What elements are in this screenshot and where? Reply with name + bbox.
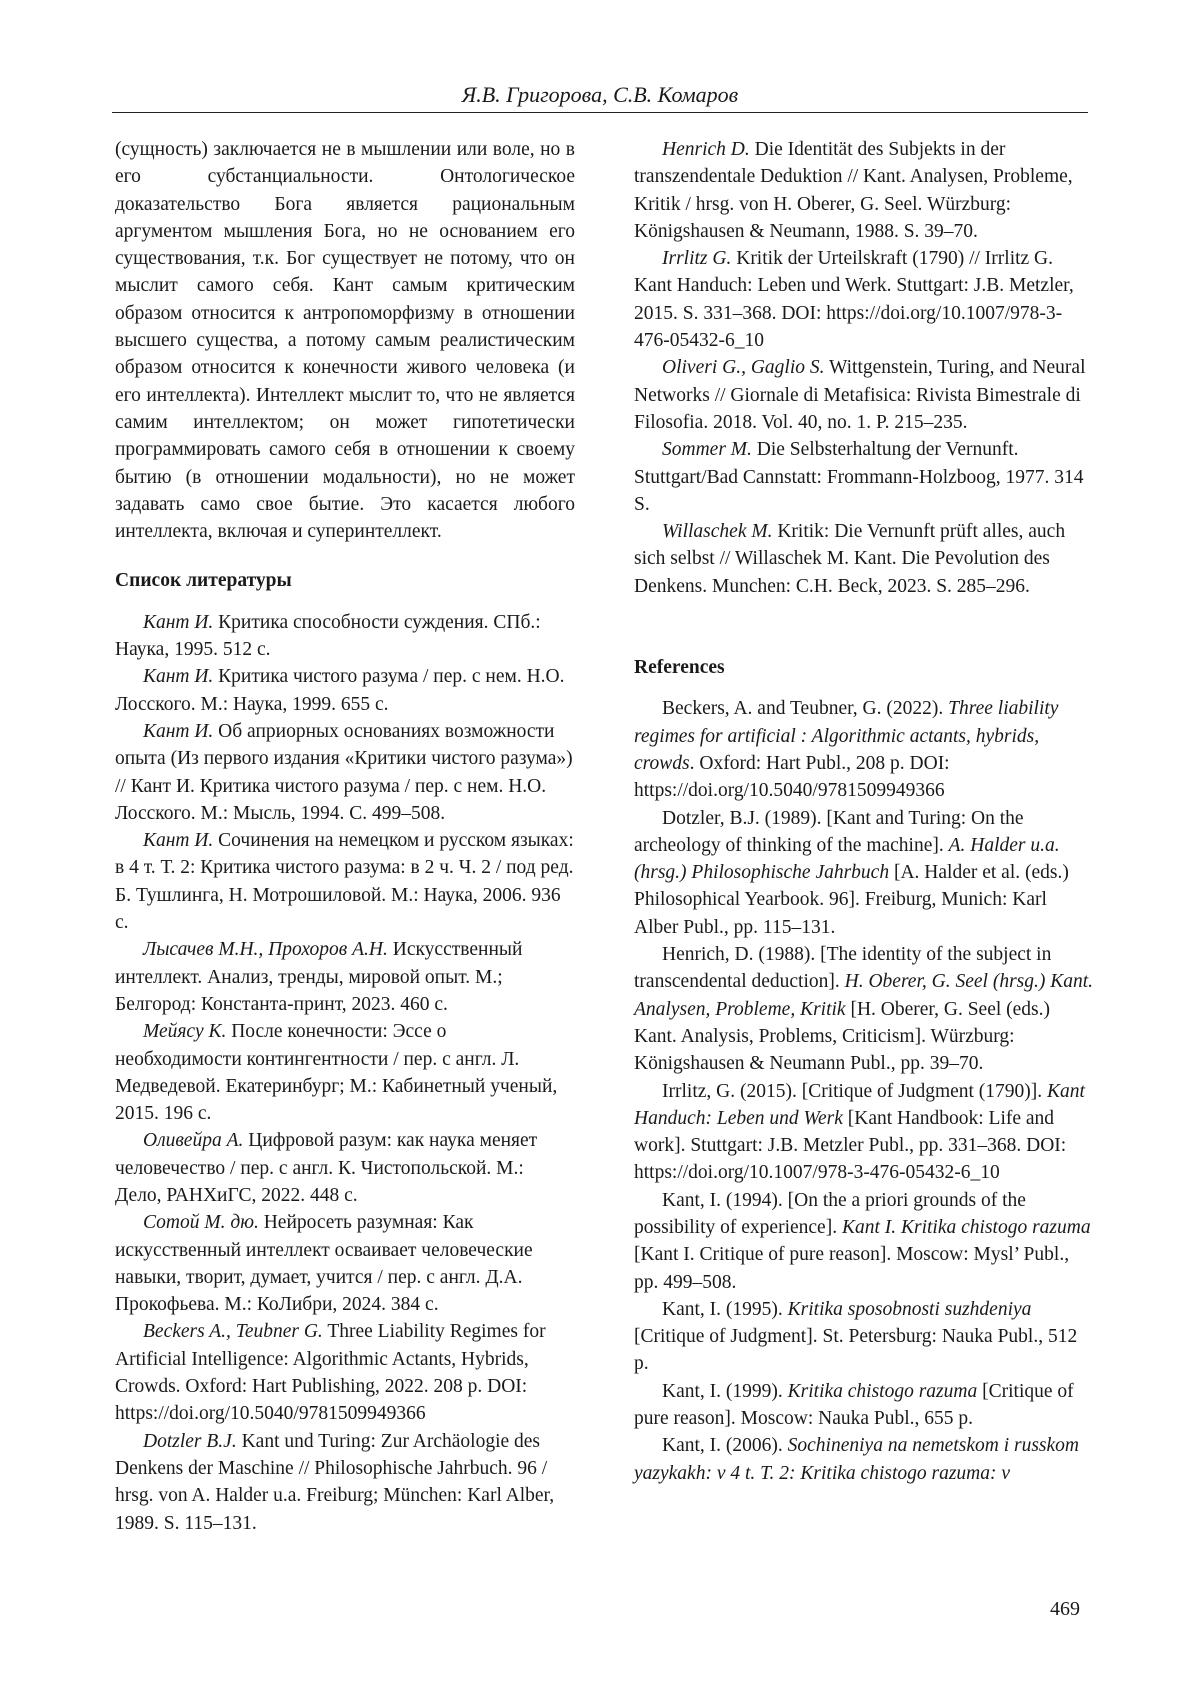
reference-text: Kant, I. (1999). — [662, 1381, 788, 1402]
reference-text: Kant, I. (1994). [On the a priori grounds of the possibility of experience]. — [634, 1190, 1026, 1238]
right-column — [634, 136, 1094, 1487]
reference-entry — [634, 245, 1094, 354]
reference-text: Критика чистого разума / пер. с нем. Н.О. Лосского. М.: Наука, 1999. 655 с. — [115, 666, 565, 714]
reference-entry — [115, 1318, 575, 1427]
reference-text: Die Selbsterhaltung der Vernunft. Stuttgart/Bad Cannstatt: Frommann-Holzboog, 1977. 314 S. — [634, 439, 1084, 515]
reference-text: Die Identität des Subjekts in der transzendentale Deduktion // Kant. Analysen, Probleme, Kritik / hrsg. von H. Oberer, G. Seel. Würzburg: Königshausen & Neumann, 1988. S. 39–70. — [634, 139, 1073, 242]
reference-text: [Critique of Judgment]. St. Petersburg: Nauka Publ., 512 p. — [634, 1326, 1077, 1374]
reference-entry — [634, 136, 1094, 245]
reference-entry — [634, 1432, 1094, 1487]
reference-text: [Kant Handbook: Life and work]. Stuttgart: J.B. Metzler Publ., pp. 331–368. DOI: https://doi.org/10.1007/978-3-476-05432-6_10 — [634, 1108, 1066, 1184]
reference-text: Dotzler, B.J. (1989). [Kant and Turing: On the archeology of thinking of the machine]. — [634, 808, 1024, 856]
reference-text: Критика способности суждения. СПб.: Наука, 1995. 512 с. — [115, 612, 541, 660]
reference-text: [H. Oberer, G. Seel (eds.) Kant. Analysis, Problems, Criticism]. Würzburg: Königshausen & Neumann Publ., pp. 39–70. — [634, 999, 1050, 1075]
reference-author: Кант И. — [143, 830, 213, 851]
reference-text: Сочинения на немецком и русском языках: в 4 т. Т. 2: Критика чистого разума: в 2 ч. Ч. 2 / под ред. Б. Тушлинга, Н. Мотрошиловой. М.: Наука, 2006. 936 с. — [115, 830, 574, 933]
reference-author: Beckers A., Teubner G. — [143, 1321, 323, 1342]
page-number: 469 — [1050, 1598, 1080, 1621]
reference-title: Kritika chistogo razuma — [788, 1381, 978, 1402]
references-list — [634, 695, 1094, 1487]
reference-author: Мейясу К. — [143, 1021, 226, 1042]
reference-entry — [115, 1428, 575, 1537]
reference-entry — [115, 609, 575, 664]
reference-text: [Critique of pure reason]. Moscow: Nauka Publ., 655 p. — [634, 1381, 1074, 1429]
references-heading: References — [634, 654, 1094, 681]
reference-title: Three liability regimes for artificial : Algorithmic actants, hybrids, crowds — [634, 698, 1058, 774]
running-header — [112, 78, 1088, 113]
running-title: Я.В. Григорова, С.В. Комаров — [462, 82, 738, 107]
reference-text: Kritik: Die Vernunft prüft alles, auch sich selbst // Willaschek M. Kant. Die Pevolution des Denkens. Munchen: C.H. Beck, 2023. S. 285–296. — [634, 521, 1065, 597]
reference-entry — [634, 1078, 1094, 1187]
reference-text: Wittgenstein, Turing, and Neural Networks // Giornale di Metafisica: Rivista Bimestrale di Filosofia. 2018. Vol. 40, no. 1. P. 215–235. — [634, 357, 1086, 433]
reference-text: [Kant I. Critique of pure reason]. Moscow: Mysl’ Publ., pp. 499–508. — [634, 1244, 1069, 1292]
reference-title: Kant Handuch: Leben und Werk — [634, 1081, 1085, 1129]
reference-entry — [634, 1187, 1094, 1296]
bibliography-list-continued — [634, 136, 1094, 600]
reference-entry — [115, 663, 575, 718]
reference-author: Dotzler B.J. — [143, 1431, 237, 1452]
reference-entry — [634, 1378, 1094, 1433]
reference-entry — [115, 1018, 575, 1127]
reference-author: Oliveri G., Gaglio S. — [662, 357, 824, 378]
body-paragraph: (сущность) заключается не в мышлении или воле, но в его субстанциальности. Онтологическое доказательство Бога является рациональным аргументом мышления Бога, но не основанием его существования, т.к. Бог существует не потому, что он мыслит самого себя. Кант самым критическим образом относится к антропоморфизму в отношении высшего существа, а потому самым реалистическим образом относится к конечности живого человека (и его интеллекта). Интеллект мыслит то, что не является самим интеллектом; он может гипотетически программировать самого себя в отношении к своему бытию (в отношении модальности), но не может задавать само свое бытие. Это касается любого интеллекта, включая и суперинтеллект. — [115, 136, 575, 545]
reference-entry — [634, 941, 1094, 1077]
reference-text: Нейросеть разумная: Как искусственный интеллект осваивает человеческие навыки, творит, думает, учится / пер. с англ. Д.А. Прокофьева. М.: КоЛибри, 2024. 384 с. — [115, 1212, 533, 1315]
reference-text: Искусственный интеллект. Анализ, тренды, мировой опыт. М.; Белгород: Константа-принт, 2023. 460 с. — [115, 939, 522, 1015]
reference-author: Sommer M. — [662, 439, 752, 460]
reference-entry — [634, 1296, 1094, 1378]
bibliography-list — [115, 609, 575, 1537]
reference-text: Об априорных основаниях возможности опыта (Из первого издания «Критики чистого разума») // Кант И. Критика чистого разума / пер. с нем. Н.О. Лосского. М.: Мысль, 1994. С. 499–508. — [115, 721, 573, 824]
reference-author: Willaschek M. — [662, 521, 772, 542]
reference-text: Kant, I. (2006). — [662, 1435, 788, 1456]
reference-author: Лысачев М.Н., Прохоров А.Н. — [143, 939, 388, 960]
reference-text: Kritik der Urteilskraft (1790) // Irrlitz G. Kant Handuch: Leben und Werk. Stuttgart: J.B. Metzler, 2015. S. 331–368. DOI: https://doi.org/10.1007/978-3-476-05432-6_10 — [634, 248, 1074, 351]
reference-title: Kant I. Kritika chistogo razuma — [842, 1217, 1091, 1238]
reference-author: Кант И. — [143, 721, 213, 742]
reference-author: Кант И. — [143, 612, 213, 633]
reference-text: Kant und Turing: Zur Archäologie des Denkens der Maschine // Philosophische Jahrbuch. 96 / hrsg. von A. Halder u.a. Freiburg; München: Karl Alber, 1989. S. 115–131. — [115, 1431, 554, 1534]
reference-text: [A. Halder et al. (eds.) Philosophical Yearbook. 96]. Freiburg, Munich: Karl Alber Publ., pp. 115–131. — [634, 862, 1069, 938]
reference-text: Henrich, D. (1988). [The identity of the subject in transcendental deduction]. — [634, 944, 1051, 992]
reference-entry — [634, 354, 1094, 436]
reference-entry — [634, 518, 1094, 600]
reference-entry — [634, 805, 1094, 941]
bibliography-heading: Список литературы — [115, 567, 575, 594]
reference-title: H. Oberer, G. Seel (hrsg.) Kant. Analysen, Probleme, Kritik — [634, 971, 1093, 1019]
reference-text: . Oxford: Hart Publ., 208 p. DOI: https://doi.org/10.5040/9781509949366 — [634, 753, 950, 801]
reference-author: Irrlitz G. — [662, 248, 731, 269]
reference-text: Цифровой разум: как наука меняет человечество / пер. с англ. К. Чистопольской. М.: Дело, РАНХиГС, 2022. 448 с. — [115, 1130, 537, 1206]
reference-text: Kant, I. (1995). — [662, 1299, 788, 1320]
reference-entry — [115, 1127, 575, 1209]
reference-entry — [115, 827, 575, 936]
reference-entry — [634, 436, 1094, 518]
reference-entry — [115, 718, 575, 827]
reference-title: A. Halder u.a. (hrsg.) Philosophische Jahrbuch — [634, 835, 1060, 883]
reference-text: Three Liability Regimes for Artificial Intelligence: Algorithmic Actants, Hybrids, Crowds. Oxford: Hart Publishing, 2022. 208 p. DOI: https://doi.org/10.5040/9781509949366 — [115, 1321, 546, 1424]
reference-text: Beckers, A. and Teubner, G. (2022). — [662, 698, 948, 719]
reference-author: Henrich D. — [662, 139, 750, 160]
reference-title: Kritika sposobnosti suzhdeniya — [788, 1299, 1032, 1320]
reference-author: Сотой М. дю. — [143, 1212, 259, 1233]
left-column — [115, 136, 575, 1537]
reference-entry — [115, 936, 575, 1018]
reference-author: Оливейра А. — [143, 1130, 243, 1151]
reference-text: Irrlitz, G. (2015). [Critique of Judgment (1790)]. — [662, 1081, 1047, 1102]
reference-text: После конечности: Эссе о необходимости контингентности / пер. с англ. Л. Медведевой. Екатеринбург; М.: Кабинетный ученый, 2015. 196 с. — [115, 1021, 557, 1124]
reference-title: Sochineniya na nemetskom i russkom yazykakh: v 4 t. T. 2: Kritika chistogo razuma: v — [634, 1435, 1079, 1483]
reference-entry — [115, 1209, 575, 1318]
reference-author: Кант И. — [143, 666, 213, 687]
reference-entry — [634, 695, 1094, 804]
